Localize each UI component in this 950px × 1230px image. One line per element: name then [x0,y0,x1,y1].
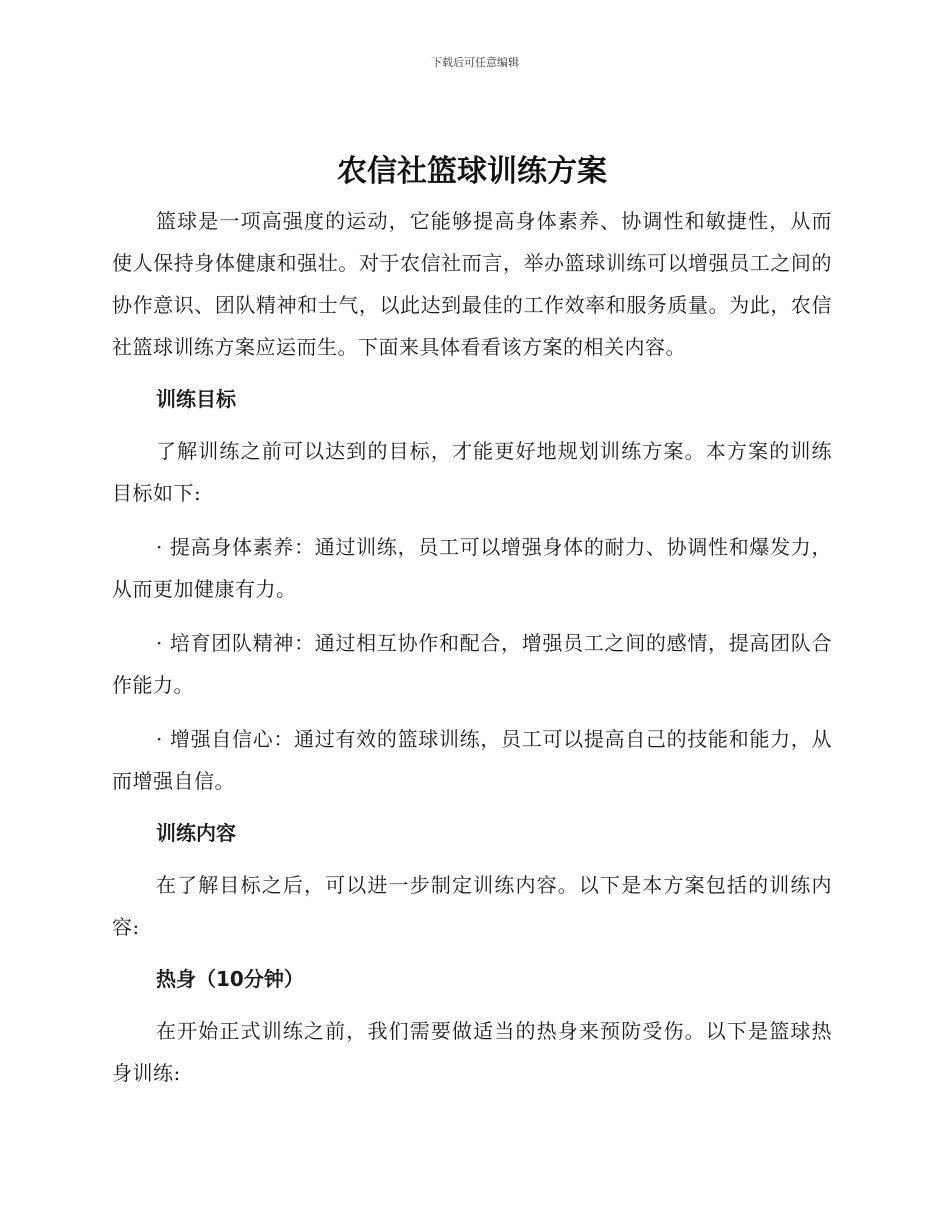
section-heading-content: 训练内容 [156,821,236,845]
goals-lead-paragraph: 了解训练之前可以达到的目标，才能更好地规划训练方案。本方案的训练目标如下: [112,439,832,505]
goal-bullet-confidence: · 增强自信心：通过有效的篮球训练，员工可以提高自己的技能和能力，从而增强自信。 [112,727,832,793]
intro-paragraph: 篮球是一项高强度的运动，它能够提高身体素养、协调性和敏捷性，从而使人保持身体健康和强壮。对于农信社而言，举办篮球训练可以增强员工之间的协作意识、团队精神和士气，以此达到最佳的工作效率和服务质量。为此，农信社篮球训练方案应运而生。下面来具体看看该方案的相关内容。 [112,209,832,359]
document-title: 农信社篮球训练方案 [337,154,607,189]
section-heading-goals: 训练目标 [156,387,236,411]
section-heading-warmup: 热身（10分钟） [156,967,304,991]
page-header: 下载后可任意编辑 [431,56,519,69]
document-body [112,150,832,1094]
goal-bullet-fitness: · 提高身体素养：通过训练，员工可以增强身体的耐力、协调性和爆发力，从而更加健康有力。 [112,535,832,601]
warmup-lead-paragraph: 在开始正式训练之前，我们需要做适当的热身来预防受伤。以下是篮球热身训练: [112,1019,832,1085]
content-lead-paragraph: 在了解目标之后，可以进一步制定训练内容。以下是本方案包括的训练内容: [112,873,832,939]
goal-bullet-teamwork: · 培育团队精神：通过相互协作和配合，增强员工之间的感情，提高团队合作能力。 [112,631,832,697]
